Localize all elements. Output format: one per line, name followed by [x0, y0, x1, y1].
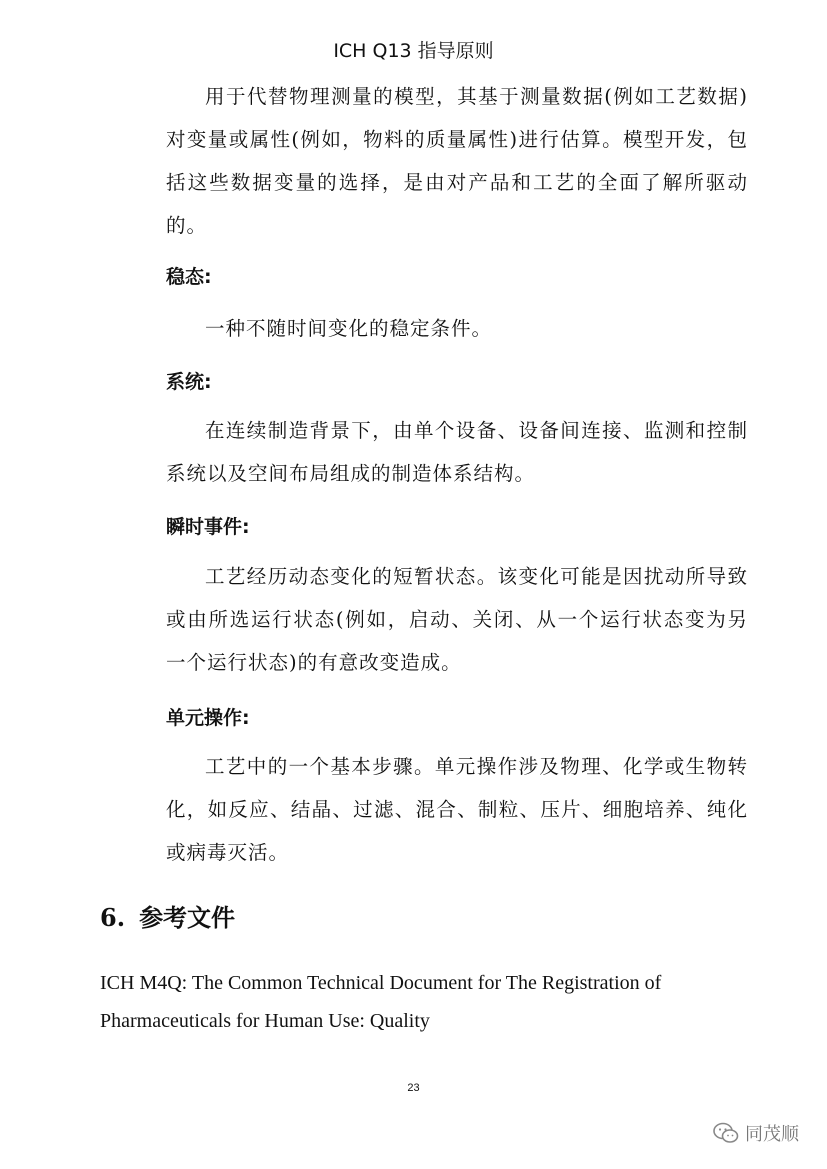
term-system: 系统:: [166, 371, 212, 393]
section-heading: [100, 898, 235, 933]
term-unit-operation: 单元操作:: [166, 707, 250, 729]
watermark-label: 同茂顺: [745, 1124, 799, 1145]
definition-steady-state: 一种不随时间变化的稳定条件。: [205, 317, 493, 340]
definition-transient-event: 工艺经历动态变化的短暂状态。该变化可能是因扰动所导致或由所选运行状态(例如，启动、关闭、从一个运行状态变为另一个运行状态)的有意改变造成。: [166, 565, 748, 674]
section-number: 6.: [100, 903, 126, 932]
intro-paragraph: 用于代替物理测量的模型，其基于测量数据(例如工艺数据)对变量或属性(例如，物料的质量属性)进行估算。模型开发，包括这些数据变量的选择，是由对产品和工艺的全面了解所驱动的。: [166, 85, 748, 237]
page-header: ICH Q13 指导原则: [333, 40, 494, 62]
page-number: 23: [407, 1082, 420, 1094]
section-title: 参考文件: [139, 903, 236, 932]
watermark: [713, 1120, 799, 1146]
wechat-icon: [713, 1122, 739, 1144]
term-transient-event: 瞬时事件:: [166, 516, 250, 538]
term-steady-state: 稳态:: [166, 266, 212, 288]
reference-entry: ICH M4Q: The Common Technical Document for The Registration of Pharmaceuticals for Human Use: Quality: [100, 972, 662, 1032]
definition-unit-operation: 工艺中的一个基本步骤。单元操作涉及物理、化学或生物转化，如反应、结晶、过滤、混合、制粒、压片、细胞培养、纯化或病毒灭活。: [166, 755, 748, 864]
definition-system: 在连续制造背景下，由单个设备、设备间连接、监测和控制系统以及空间布局组成的制造体系结构。: [166, 419, 748, 485]
